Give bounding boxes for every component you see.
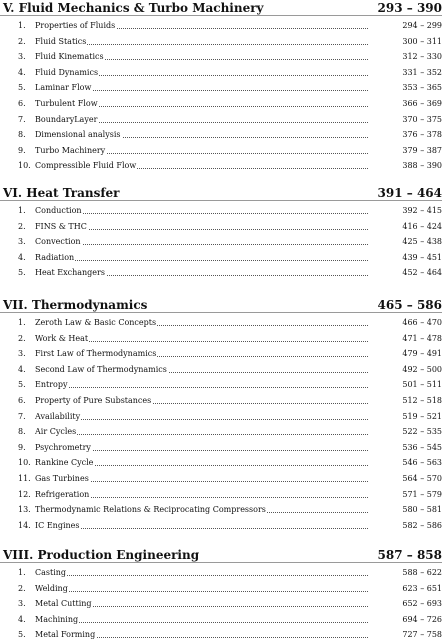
entry-page-range: 452 – 464 [402,268,442,278]
toc-entry [0,127,446,143]
entry-page-range: 522 – 535 [402,427,442,437]
entry-page-range: 425 – 438 [402,237,442,247]
entry-number: 10. [18,458,31,468]
entry-number: 4. [18,364,26,374]
toc-entry [0,143,446,159]
entry-page-range: 582 – 586 [402,520,442,530]
entry-page-range: 312 – 330 [402,52,442,62]
section-underline [0,200,442,201]
toc-entry [0,377,446,393]
section-underline [0,312,442,313]
toc-entry [0,265,446,281]
entry-title: Availability [35,409,81,425]
toc-entry [0,331,446,347]
entry-page-range: 571 – 579 [402,489,442,499]
entry-title: Metal Cutting [35,596,93,612]
entry-title: Rankine Cycle [35,455,94,471]
entry-number: 1. [18,206,26,215]
entry-title: IC Engines [35,518,81,534]
toc-entry [0,518,446,534]
entry-title: Heat Exchangers [35,265,106,281]
entry-title: FINS & THC [35,219,88,235]
section-title: V. Fluid Mechanics & Turbo Machinery [3,1,264,15]
entry-page-range: 294 – 299 [402,21,442,30]
entry-number: 12. [18,489,31,499]
entry-number: 9. [18,145,26,155]
entry-number: 3. [18,52,26,62]
toc-entry [0,409,446,425]
entry-number: 7. [18,114,26,124]
entry-title: Second Law of Thermodynamics [35,362,168,378]
entry-number: 5. [18,268,26,278]
toc-entry [0,158,446,174]
entry-page-range: 546 – 563 [402,458,442,468]
entry-number: 2. [18,333,26,343]
entry-number: 13. [18,505,31,515]
entry-page-range: 727 – 758 [402,630,442,640]
entry-page-range: 512 – 518 [402,395,442,405]
entry-number: 7. [18,411,26,421]
dot-leader [40,419,368,420]
entry-title: Welding [35,581,69,597]
entry-number: 4. [18,252,26,262]
entry-page-range: 536 – 545 [402,442,442,452]
entry-title: Laminar Flow [35,80,92,96]
entry-number: 4. [18,67,26,77]
entry-title: Thermodynamic Relations & Reciprocating Compressors [35,502,267,518]
toc-entry [0,393,446,409]
entry-number: 8. [18,427,26,437]
section-underline [0,562,442,563]
section-page-range: 391 – 464 [377,186,442,200]
entry-page-range: 331 – 352 [402,67,442,77]
dot-leader [40,591,368,592]
entry-page-range: 300 – 311 [402,36,442,46]
toc-entry [0,502,446,518]
entry-title: Convection [35,234,82,250]
toc-entry [0,112,446,128]
toc-entry [0,596,446,612]
toc-entry [0,34,446,50]
entry-page-range: 366 – 369 [402,98,442,108]
entry-title: BoundaryLayer [35,112,98,128]
entry-title: Fluid Dynamics [35,65,99,81]
entry-number: 2. [18,221,26,231]
entry-number: 3. [18,599,26,609]
toc-section [0,297,446,533]
entry-title: Fluid Kinematics [35,49,105,65]
toc-entry [0,440,446,456]
entry-page-range: 652 – 693 [402,599,442,609]
entry-number: 14. [18,520,31,530]
entry-page-range: 492 – 500 [402,364,442,374]
entry-title: Machining [35,612,79,628]
entry-number: 5. [18,380,26,390]
toc-entry [0,424,446,440]
entry-page-range: 623 – 651 [402,583,442,593]
entry-number: 10. [18,161,31,171]
entry-page-range: 439 – 451 [402,252,442,262]
entry-title: Work & Heat [35,331,89,347]
toc-entry [0,18,446,34]
entry-title: Properties of Fluids [35,18,116,34]
toc-entry [0,315,446,331]
dot-leader [40,434,368,435]
entry-number: 3. [18,349,26,359]
toc-entry [0,471,446,487]
toc-entry [0,487,446,503]
toc-entry [0,203,446,219]
section-heading [0,0,446,18]
entry-number: 1. [18,318,26,327]
entry-title: First Law of Thermodynamics [35,346,157,362]
dot-leader [40,44,368,45]
section-title: VII. Thermodynamics [3,298,148,312]
entry-page-range: 466 – 470 [402,318,442,327]
entry-number: 3. [18,237,26,247]
entry-page-range: 388 – 390 [402,161,442,171]
entry-page-range: 416 – 424 [402,221,442,231]
section-title: VIII. Production Engineering [3,548,200,562]
toc-section [0,185,446,281]
dot-leader [40,229,368,230]
section-page-range: 587 – 858 [377,548,442,562]
toc-entry [0,362,446,378]
entry-title: Air Cycles [35,424,77,440]
toc-entry [0,250,446,266]
toc-entry [0,65,446,81]
entry-page-range: 379 – 387 [402,145,442,155]
entry-title: Gas Turbines [35,471,90,487]
entry-page-range: 694 – 726 [402,614,442,624]
dot-leader [40,387,368,388]
entry-number: 6. [18,395,26,405]
entry-page-range: 580 – 581 [402,505,442,515]
entry-page-range: 479 – 491 [402,349,442,359]
toc-entry [0,346,446,362]
entry-page-range: 564 – 570 [402,473,442,483]
section-page-range: 465 – 586 [377,298,442,312]
entry-number: 5. [18,630,26,640]
entry-number: 8. [18,130,26,140]
toc-entry [0,49,446,65]
entry-title: Dimensional analysis [35,127,122,143]
entry-title: Turbulent Flow [35,96,99,112]
entry-title: Conduction [35,203,83,219]
dot-leader [40,622,368,623]
entry-page-range: 392 – 415 [402,206,442,215]
entry-page-range: 519 – 521 [402,411,442,421]
entry-title: Compressible Fluid Flow [35,158,137,174]
entry-title: Casting [35,565,67,581]
entry-page-range: 588 – 622 [402,568,442,577]
section-underline [0,15,442,16]
toc-entry [0,612,446,628]
dot-leader [40,260,368,261]
section-heading [0,297,446,315]
toc-entry [0,234,446,250]
entry-title: Turbo Machinery [35,143,106,159]
entry-number: 1. [18,21,26,30]
dot-leader [40,341,368,342]
entry-title: Zeroth Law & Basic Concepts [35,315,157,331]
entry-page-range: 501 – 511 [402,380,442,390]
entry-title: Fluid Statics [35,34,87,50]
toc-entry [0,455,446,471]
entry-page-range: 370 – 375 [402,114,442,124]
entry-page-range: 353 – 365 [402,83,442,93]
dot-leader [40,213,368,214]
entry-number: 4. [18,614,26,624]
toc-entry [0,219,446,235]
section-heading [0,185,446,203]
toc-section [0,0,446,174]
entry-number: 1. [18,568,26,577]
dot-leader [40,528,368,529]
toc-section [0,547,446,643]
dot-leader [40,575,368,576]
section-title: VI. Heat Transfer [3,186,120,200]
toc-entry [0,80,446,96]
entry-number: 11. [18,473,31,483]
dot-leader [40,244,368,245]
toc-entry [0,565,446,581]
entry-title: Radiation [35,250,75,266]
entry-number: 9. [18,442,26,452]
toc-entry [0,627,446,643]
entry-number: 5. [18,83,26,93]
toc-entry [0,96,446,112]
entry-title: Metal Forming [35,627,96,643]
section-page-range: 293 – 390 [377,1,442,15]
entry-page-range: 471 – 478 [402,333,442,343]
entry-title: Psychrometry [35,440,92,456]
entry-page-range: 376 – 378 [402,130,442,140]
entry-title: Entropy [35,377,69,393]
entry-title: Refrigeration [35,487,90,503]
entry-title: Property of Pure Substances [35,393,152,409]
entry-number: 2. [18,36,26,46]
entry-number: 6. [18,98,26,108]
entry-number: 2. [18,583,26,593]
section-heading [0,547,446,565]
toc-entry [0,581,446,597]
